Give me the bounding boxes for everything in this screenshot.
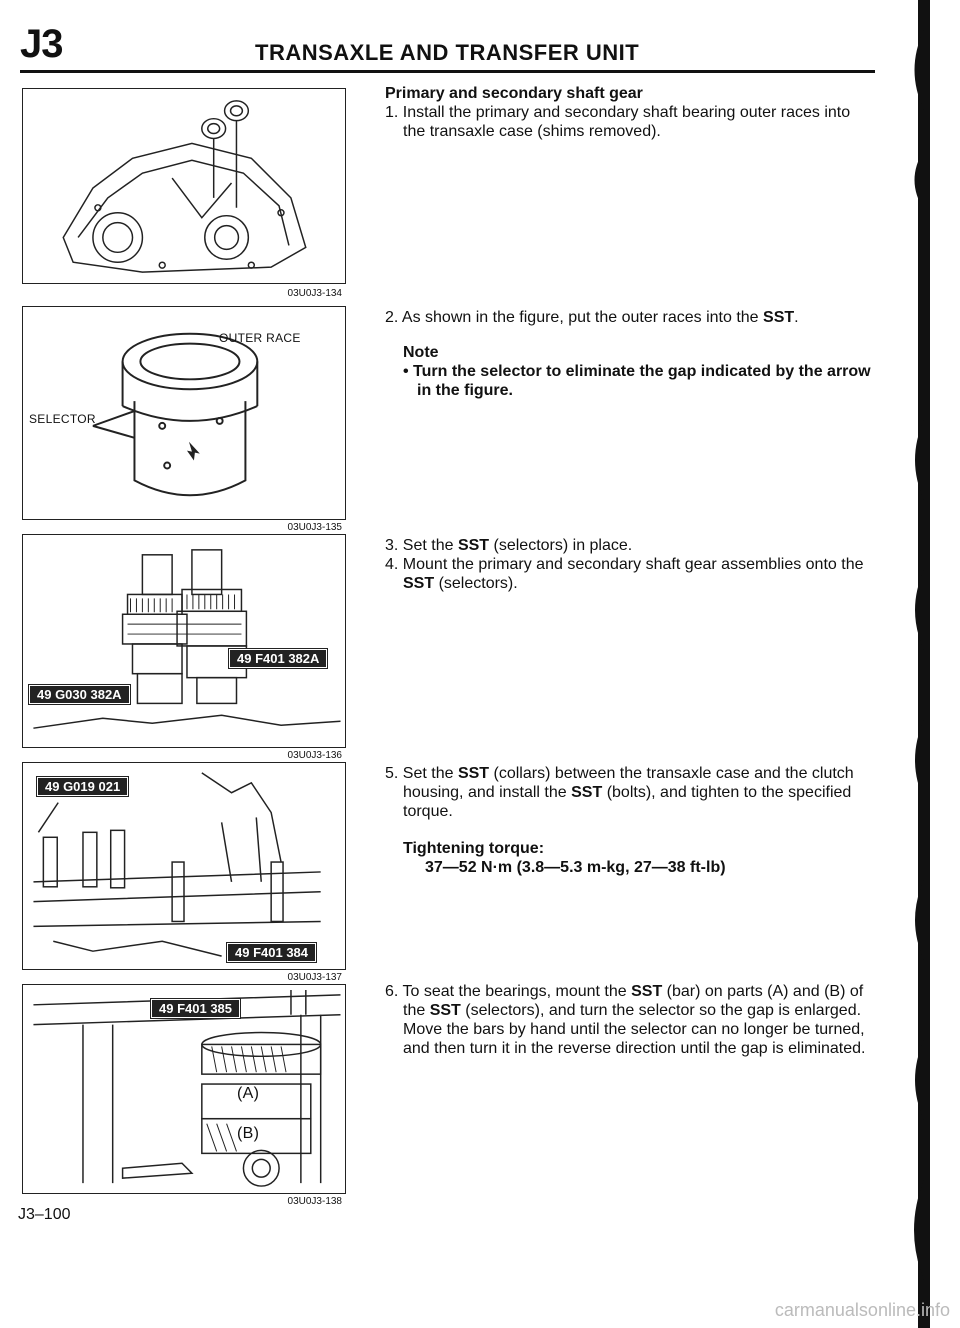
figure-shaft-gears <box>22 534 346 748</box>
label-selector: SELECTOR <box>29 412 96 426</box>
figure-number: 03U0J3-135 <box>287 522 342 533</box>
text-block-step2 <box>385 308 875 400</box>
text-block-step1 <box>385 84 875 141</box>
step-2: 2. As shown in the figure, put the outer races into the SST. <box>385 309 799 326</box>
text-block-step6 <box>385 982 875 1058</box>
torque-value: 37—52 N·m (3.8—5.3 m-kg, 27—38 ft-lb) <box>425 859 726 876</box>
torque-title: Tightening torque: <box>403 840 545 857</box>
watermark: carmanualsonline.info <box>774 1300 950 1320</box>
note-title: Note <box>403 344 439 361</box>
section-heading: Primary and secondary shaft gear <box>385 85 643 102</box>
tag-sst-49-f401-382a: 49 F401 382A <box>229 649 327 668</box>
step-5: 5. Set the SST (collars) between the transaxle case and the clutch housing, and install the SST (bolts), and tighten to the specified torque. <box>385 765 854 820</box>
step-3: 3. Set the SST (selectors) in place. <box>385 537 633 554</box>
figure-outer-race-selector <box>22 306 346 520</box>
tag-sst-49-g019-021: 49 G019 021 <box>37 777 128 796</box>
header-rule <box>20 70 875 73</box>
label-part-a: (A) <box>237 1085 260 1102</box>
figure-number: 03U0J3-136 <box>287 750 342 761</box>
header-title: TRANSAXLE AND TRANSFER UNIT <box>255 40 640 65</box>
figure-bar-selectors <box>22 984 346 1194</box>
note-item: • Turn the selector to eliminate the gap indicated by the arrow in the figure. <box>403 363 871 399</box>
step-6-continued: Move the bars by hand until the selector can no longer be turned, and then turn it in the reverse direction until the gap is eliminated. <box>403 1021 866 1057</box>
label-outer-race: OUTER RACE <box>219 331 301 345</box>
figure-number: 03U0J3-134 <box>287 288 342 299</box>
step-1: 1. Install the primary and secondary shaft bearing outer races into the transaxle case (shims removed). <box>385 104 851 140</box>
figure-number: 03U0J3-137 <box>287 972 342 983</box>
step-6: 6. To seat the bearings, mount the SST (bar) on parts (A) and (B) of the SST (selectors), and turn the selector so the gap is enlarged. <box>385 983 864 1019</box>
figure-collars-bolts <box>22 762 346 970</box>
page-number: J3–100 <box>18 1206 71 1223</box>
tag-sst-49-g030-382a: 49 G030 382A <box>29 685 130 704</box>
figure-transaxle-case <box>22 88 346 284</box>
binding-edge <box>900 0 960 1328</box>
text-block-step5 <box>385 764 875 877</box>
tag-sst-49-f401-384: 49 F401 384 <box>227 943 316 962</box>
step-4: 4. Mount the primary and secondary shaft gear assemblies onto the SST (selectors). <box>385 556 864 592</box>
tag-sst-49-f401-385: 49 F401 385 <box>151 999 240 1018</box>
text-block-step3-4 <box>385 536 875 593</box>
figure-number: 03U0J3-138 <box>287 1196 342 1207</box>
label-part-b: (B) <box>237 1125 260 1142</box>
header-code: J3 <box>20 22 63 66</box>
